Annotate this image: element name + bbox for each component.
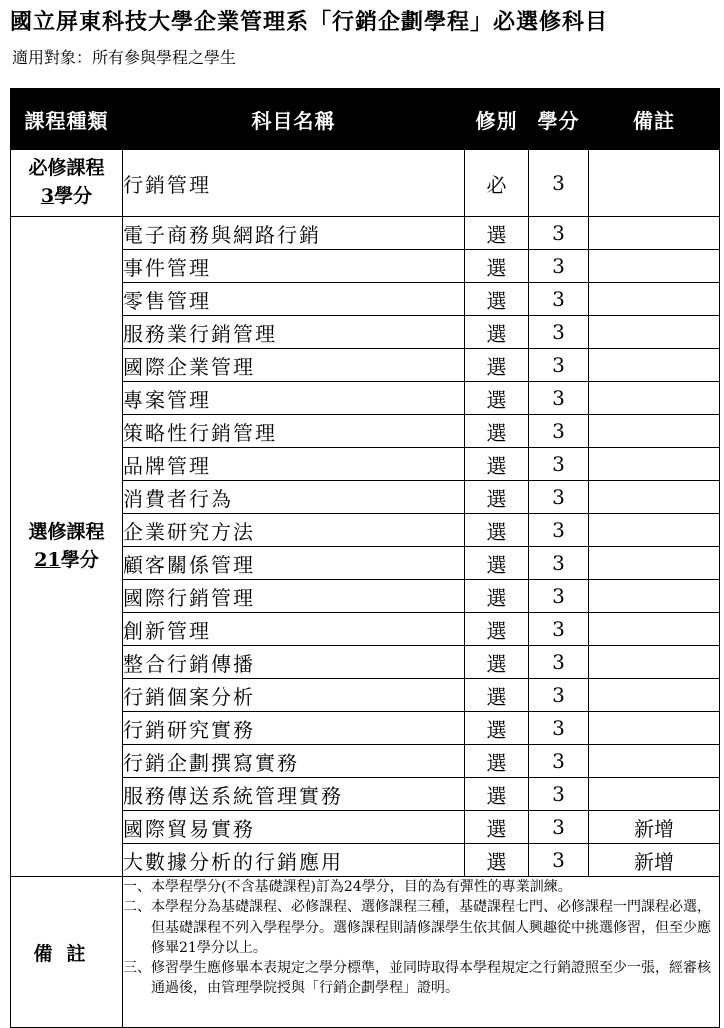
remarks-label: 備註 — [11, 877, 123, 1028]
course-name: 策略性行銷管理 — [123, 415, 465, 448]
remark-item — [123, 897, 719, 958]
table-row — [11, 217, 720, 250]
course-credits: 3 — [529, 745, 589, 778]
course-name: 專案管理 — [123, 382, 465, 415]
remark-text: 本學程學分(不含基礎課程)訂為24學分，目的為有彈性的專業訓練。 — [151, 879, 572, 895]
course-credits: 3 — [529, 481, 589, 514]
course-table — [10, 88, 720, 1028]
remark-item — [123, 877, 719, 897]
course-kind: 選 — [465, 481, 529, 514]
header-course-kind: 修別 — [465, 89, 529, 150]
course-name: 消費者行為 — [123, 481, 465, 514]
course-name: 電子商務與網路行銷 — [123, 217, 465, 250]
course-kind: 選 — [465, 415, 529, 448]
course-note — [589, 613, 720, 646]
remark-number: 二、 — [123, 899, 151, 916]
course-kind: 選 — [465, 349, 529, 382]
course-note — [589, 514, 720, 547]
header-course-type: 課程種類 — [11, 89, 123, 150]
course-note — [589, 778, 720, 811]
course-name: 創新管理 — [123, 613, 465, 646]
course-kind: 選 — [465, 745, 529, 778]
course-credits: 3 — [529, 283, 589, 316]
course-note — [589, 481, 720, 514]
course-name: 國際行銷管理 — [123, 580, 465, 613]
course-note — [589, 580, 720, 613]
course-credits: 3 — [529, 580, 589, 613]
page-subtitle: 適用對象：所有參與學程之學生 — [12, 48, 237, 67]
course-kind: 選 — [465, 283, 529, 316]
elective-credits-number: 21 — [34, 548, 61, 571]
course-note — [589, 712, 720, 745]
course-kind: 選 — [465, 448, 529, 481]
course-kind: 選 — [465, 382, 529, 415]
table-header-row — [11, 89, 720, 150]
elective-type-cell — [11, 217, 123, 877]
remarks-content — [123, 877, 720, 1028]
course-name: 行銷管理 — [123, 150, 465, 217]
course-note — [589, 448, 720, 481]
course-credits: 3 — [529, 613, 589, 646]
table-row — [11, 150, 720, 217]
course-kind: 選 — [465, 514, 529, 547]
header-note: 備註 — [589, 89, 720, 150]
course-name: 行銷個案分析 — [123, 679, 465, 712]
course-note — [589, 283, 720, 316]
course-kind: 選 — [465, 712, 529, 745]
course-credits: 3 — [529, 844, 589, 877]
course-credits: 3 — [529, 514, 589, 547]
course-name: 企業研究方法 — [123, 514, 465, 547]
course-kind: 必 — [465, 150, 529, 217]
course-note — [589, 646, 720, 679]
course-note — [589, 217, 720, 250]
page-title: 國立屏東科技大學企業管理系「行銷企劃學程」必選修科目 — [10, 9, 609, 35]
course-name: 零售管理 — [123, 283, 465, 316]
course-name: 顧客關係管理 — [123, 547, 465, 580]
course-note — [589, 382, 720, 415]
course-name: 行銷企劃撰寫實務 — [123, 745, 465, 778]
course-kind: 選 — [465, 646, 529, 679]
remark-text: 本學程分為基礎課程、必修課程、選修課程三種，基礎課程七門、必修課程一門課程必選，但基礎課程不列入學程學分。選修課程則請修課學生依其個人興趣從中挑選修習，但至少應修畢21學分以上。 — [151, 899, 711, 956]
header-course-name: 科目名稱 — [123, 89, 465, 150]
course-credits: 3 — [529, 217, 589, 250]
course-kind: 選 — [465, 316, 529, 349]
course-kind: 選 — [465, 844, 529, 877]
course-kind: 選 — [465, 811, 529, 844]
course-name: 整合行銷傳播 — [123, 646, 465, 679]
required-credits-number: 3 — [40, 185, 55, 207]
course-note: 新增 — [589, 811, 720, 844]
course-name: 行銷研究實務 — [123, 712, 465, 745]
course-note — [589, 349, 720, 382]
course-credits: 3 — [529, 679, 589, 712]
remark-text: 修習學生應修畢本表規定之學分標準，並同時取得本學程規定之行銷證照至少一張，經審核通過後，由管理學院授與「行銷企劃學程」證明。 — [151, 960, 711, 997]
course-kind: 選 — [465, 580, 529, 613]
course-note — [589, 679, 720, 712]
elective-credits-unit: 學分 — [60, 548, 99, 571]
course-credits: 3 — [529, 811, 589, 844]
course-note: 新增 — [589, 844, 720, 877]
course-credits: 3 — [529, 778, 589, 811]
course-credits: 3 — [529, 415, 589, 448]
course-kind: 選 — [465, 778, 529, 811]
course-name: 事件管理 — [123, 250, 465, 283]
course-name: 國際企業管理 — [123, 349, 465, 382]
remark-number: 一、 — [123, 879, 151, 895]
course-name: 大數據分析的行銷應用 — [123, 844, 465, 877]
remark-item — [123, 958, 719, 999]
required-credits-unit: 學分 — [54, 185, 93, 207]
remarks-row — [11, 877, 720, 1028]
course-credits: 3 — [529, 250, 589, 283]
course-credits: 3 — [529, 547, 589, 580]
required-type-cell — [11, 150, 123, 217]
required-type-label: 必修課程 — [28, 157, 105, 180]
remark-number: 三、 — [123, 960, 151, 977]
course-name: 服務業行銷管理 — [123, 316, 465, 349]
course-kind: 選 — [465, 613, 529, 646]
course-kind: 選 — [465, 547, 529, 580]
course-credits: 3 — [529, 382, 589, 415]
course-name: 國際貿易實務 — [123, 811, 465, 844]
course-note — [589, 547, 720, 580]
course-credits: 3 — [529, 316, 589, 349]
course-kind: 選 — [465, 250, 529, 283]
course-name: 品牌管理 — [123, 448, 465, 481]
elective-type-label: 選修課程 — [28, 520, 105, 543]
course-note — [589, 415, 720, 448]
course-note — [589, 250, 720, 283]
course-credits: 3 — [529, 712, 589, 745]
course-kind: 選 — [465, 679, 529, 712]
course-name: 服務傳送系統管理實務 — [123, 778, 465, 811]
course-kind: 選 — [465, 217, 529, 250]
course-note — [589, 316, 720, 349]
course-credits: 3 — [529, 349, 589, 382]
course-credits: 3 — [529, 448, 589, 481]
header-credits: 學分 — [529, 89, 589, 150]
course-note — [589, 150, 720, 217]
course-credits: 3 — [529, 646, 589, 679]
course-credits: 3 — [529, 150, 589, 217]
course-note — [589, 745, 720, 778]
